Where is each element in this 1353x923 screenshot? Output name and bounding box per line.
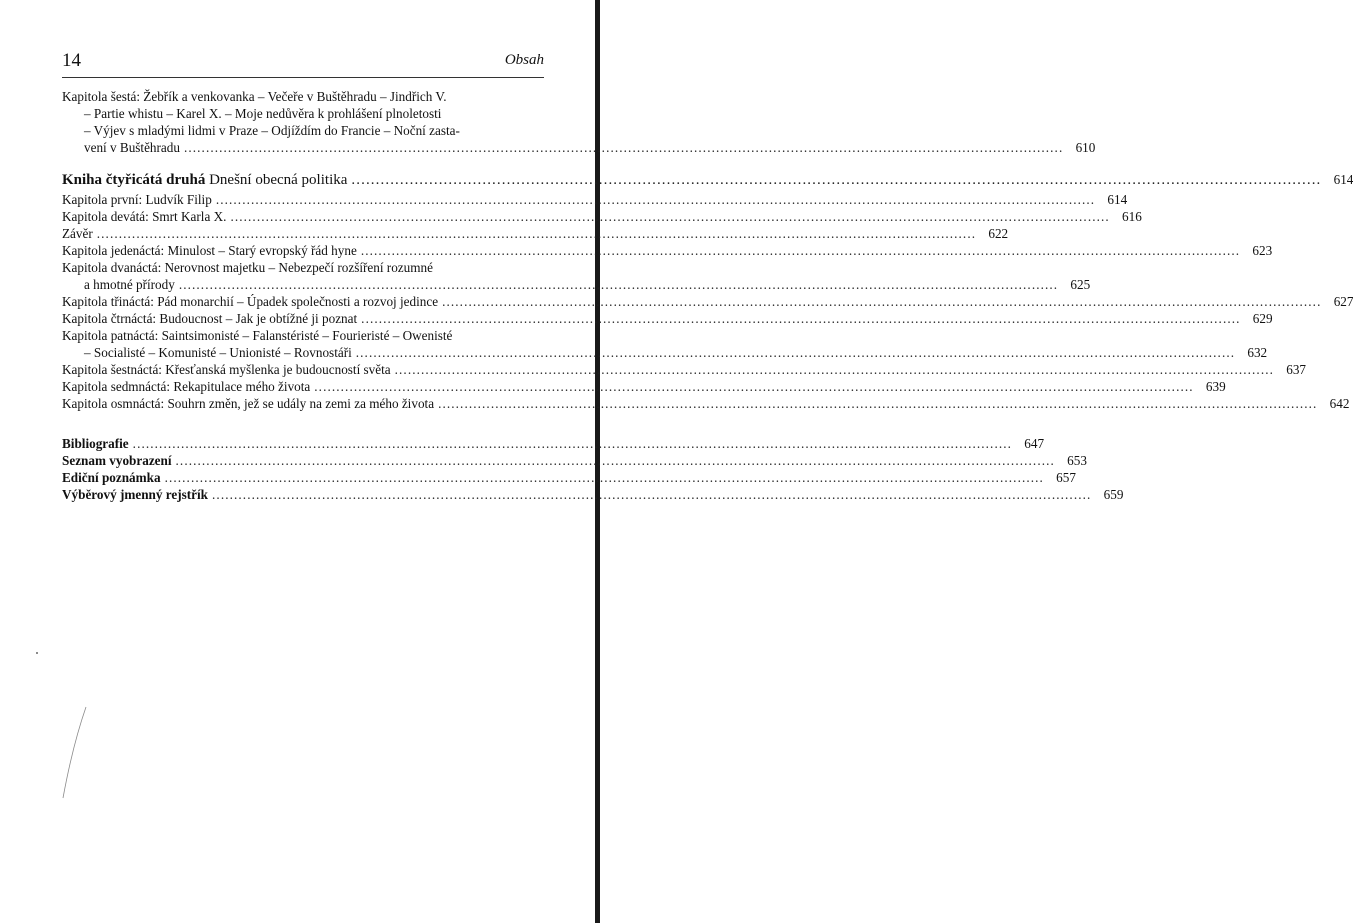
toc-page-number: 623 [1252, 243, 1273, 258]
toc-page-number: 622 [988, 226, 1009, 241]
toc-page-number: 627 [1333, 294, 1353, 309]
toc-label: Kapitola sedmnáctá: Rekapitulace mého života [62, 379, 311, 394]
toc-entry [62, 191, 1128, 208]
dot-leader: ........................................................................................................................................................................................................ [132, 436, 1013, 451]
toc-entry [62, 293, 1353, 310]
toc-entry-chapter-6 [62, 88, 1096, 156]
toc-page-number: 614 [1107, 192, 1128, 207]
dot-leader: ........................................................................................................................................................................................................ [351, 172, 1322, 188]
running-head: Obsah [504, 52, 544, 68]
toc-page-number: 639 [1205, 379, 1226, 394]
toc-page-number: 642 [1329, 396, 1350, 411]
dot-leader: ........................................................................................................................................................................................................ [175, 453, 1055, 468]
dot-leader: ........................................................................................................................................................................................................ [314, 379, 1194, 394]
toc-page-number: 616 [1122, 209, 1142, 224]
toc-entry [62, 225, 1009, 242]
toc-line: – Výjev s mladými lidmi v Praze – Odjíždím do Francie – Noční zasta- [84, 123, 460, 138]
toc-label: Kapitola šestnáctá: Křesťanská myšlenka je budoucností světa [62, 362, 391, 377]
dot-leader: ........................................................................................................................................................................................................ [178, 277, 1059, 292]
toc-label: a hmotné přírody [84, 277, 175, 292]
book-title-bold: Kniha čtyřicátá druhá [62, 172, 206, 188]
toc-page-number: 625 [1070, 277, 1091, 292]
page-header [62, 46, 544, 76]
toc-page-number: 632 [1247, 345, 1268, 360]
toc-entry [62, 395, 1350, 412]
page-number: 14 [62, 50, 81, 71]
dot-leader: ........................................................................................................................................................................................................ [230, 209, 1110, 224]
toc-line: Kapitola dvanáctá: Nerovnost majetku – Nebezpečí rozšíření rozumné [62, 260, 433, 275]
dot-leader: ........................................................................................................................................................................................................ [164, 470, 1044, 485]
toc-entry [62, 259, 1091, 293]
dot-leader: ........................................................................................................................................................................................................ [183, 140, 1064, 155]
toc-line: Kapitola patnáctá: Saintsimonisté – Falanstéristé – Fourieristé – Owenisté [62, 328, 453, 343]
toc-backmatter-entry [62, 469, 1076, 486]
toc-page-number: 659 [1103, 487, 1124, 502]
toc-page-number: 637 [1286, 362, 1307, 377]
toc-line-with-page [62, 139, 1096, 156]
header-rule [62, 77, 544, 78]
dot-leader: ........................................................................................................................................................................................................ [96, 226, 977, 241]
toc-backmatter-entry [62, 452, 1087, 469]
dot-leader: ........................................................................................................................................................................................................ [394, 362, 1275, 377]
toc-page-number: 610 [1075, 140, 1096, 155]
toc-page-number: 614 [1333, 172, 1353, 187]
table-of-contents [62, 88, 1353, 503]
toc-label: Závěr [62, 226, 93, 241]
toc-label: Výběrový jmenný rejstřík [62, 487, 209, 502]
toc-label: Kapitola jedenáctá: Minulost – Starý evropský řád hyne [62, 243, 357, 258]
toc-page-number: 653 [1067, 453, 1087, 468]
toc-book-heading [62, 171, 1353, 189]
paper-speck [36, 652, 38, 654]
toc-label: Bibliografie [62, 436, 129, 451]
toc-label: Kapitola první: Ludvík Filip [62, 192, 212, 207]
toc-label: vení v Buštěhradu [84, 140, 180, 155]
dot-leader: ........................................................................................................................................................................................................ [442, 294, 1322, 309]
toc-label: – Socialisté – Komunisté – Unionisté – Rovnostáři [84, 345, 352, 360]
toc-label: Kapitola třináctá: Pád monarchií – Úpadek společnosti a rozvoj jedince [62, 294, 439, 309]
toc-page-number: 629 [1252, 311, 1273, 326]
toc-entry [62, 327, 1268, 361]
dot-leader: ........................................................................................................................................................................................................ [438, 396, 1318, 411]
book-title-rest: Dnešní obecná politika [209, 172, 348, 188]
toc-entry [62, 242, 1273, 259]
toc-line: – Partie whistu – Karel X. – Moje nedůvěra k prohlášení plnoletosti [84, 106, 442, 121]
toc-entry [62, 361, 1307, 378]
toc-page-number: 657 [1056, 470, 1076, 485]
dot-leader: ........................................................................................................................................................................................................ [212, 487, 1092, 502]
toc-label: Seznam vyobrazení [62, 453, 172, 468]
toc-label: Kapitola čtrnáctá: Budoucnost – Jak je obtížné ji poznat [62, 311, 358, 326]
toc-backmatter-entry [62, 435, 1045, 452]
toc-line: Kapitola šestá: Žebřík a venkovanka – Večeře v Buštěhradu – Jindřich V. [62, 89, 447, 104]
toc-label: Ediční poznámka [62, 470, 161, 485]
dot-leader: ........................................................................................................................................................................................................ [360, 243, 1241, 258]
toc-label: Kapitola osmnáctá: Souhrn změn, jež se udály na zemi za mého života [62, 396, 435, 411]
dot-leader: ........................................................................................................................................................................................................ [361, 311, 1241, 326]
pencil-mark [60, 705, 90, 800]
toc-label: Kapitola devátá: Smrt Karla X. [62, 209, 227, 224]
toc-backmatter-entry [62, 486, 1124, 503]
toc-entry [62, 378, 1226, 395]
toc-entry [62, 208, 1142, 225]
toc-page-number: 647 [1024, 436, 1045, 451]
dot-leader: ........................................................................................................................................................................................................ [355, 345, 1236, 360]
dot-leader: ........................................................................................................................................................................................................ [215, 192, 1096, 207]
toc-entry [62, 310, 1273, 327]
